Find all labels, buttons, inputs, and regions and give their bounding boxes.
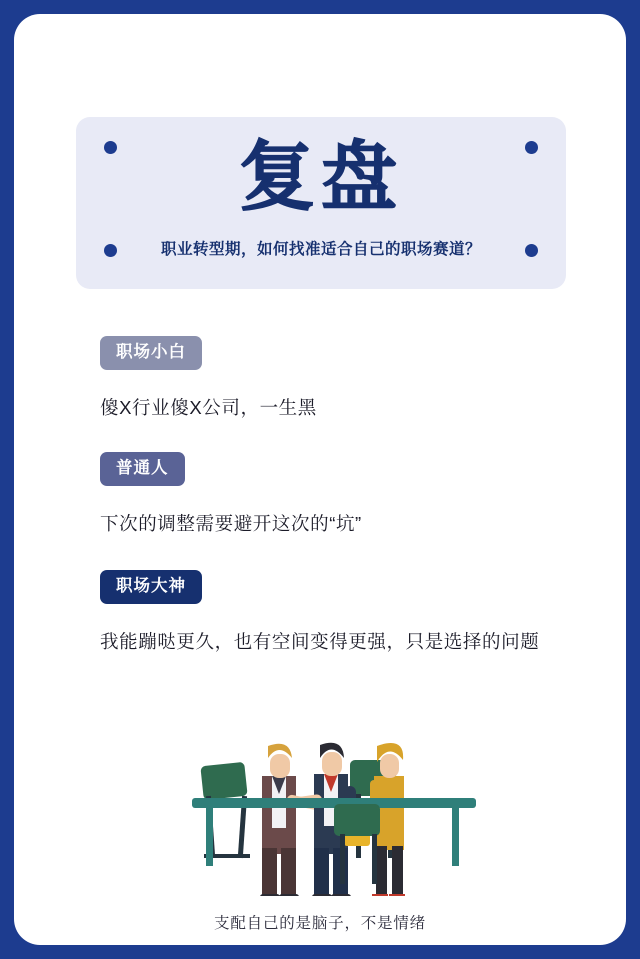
header-card <box>76 117 566 289</box>
section-beginner <box>100 336 317 420</box>
section-text-expert: 我能蹦哒更久，也有空间变得更强，只是选择的问题 <box>100 630 540 652</box>
section-expert <box>100 570 539 654</box>
section-text-beginner: 傻X行业傻X公司，一生黑 <box>100 396 317 418</box>
section-tag-ordinary: 普通人 <box>100 452 185 486</box>
poster-caption: 支配自己的是脑子，不是情绪 <box>214 915 426 932</box>
section-ordinary <box>100 452 362 536</box>
poster-inner <box>14 14 626 945</box>
section-tag-beginner: 职场小白 <box>100 336 202 370</box>
page-subtitle: 职业转型期，如何找准适合自己的职场赛道？ <box>160 241 481 258</box>
three-people-handshake-at-desk-icon <box>184 676 484 896</box>
page-title: 复盘 <box>239 132 403 221</box>
section-text-ordinary: 下次的调整需要避开这次的“坑” <box>100 512 362 534</box>
section-tag-expert: 职场大神 <box>100 570 202 604</box>
